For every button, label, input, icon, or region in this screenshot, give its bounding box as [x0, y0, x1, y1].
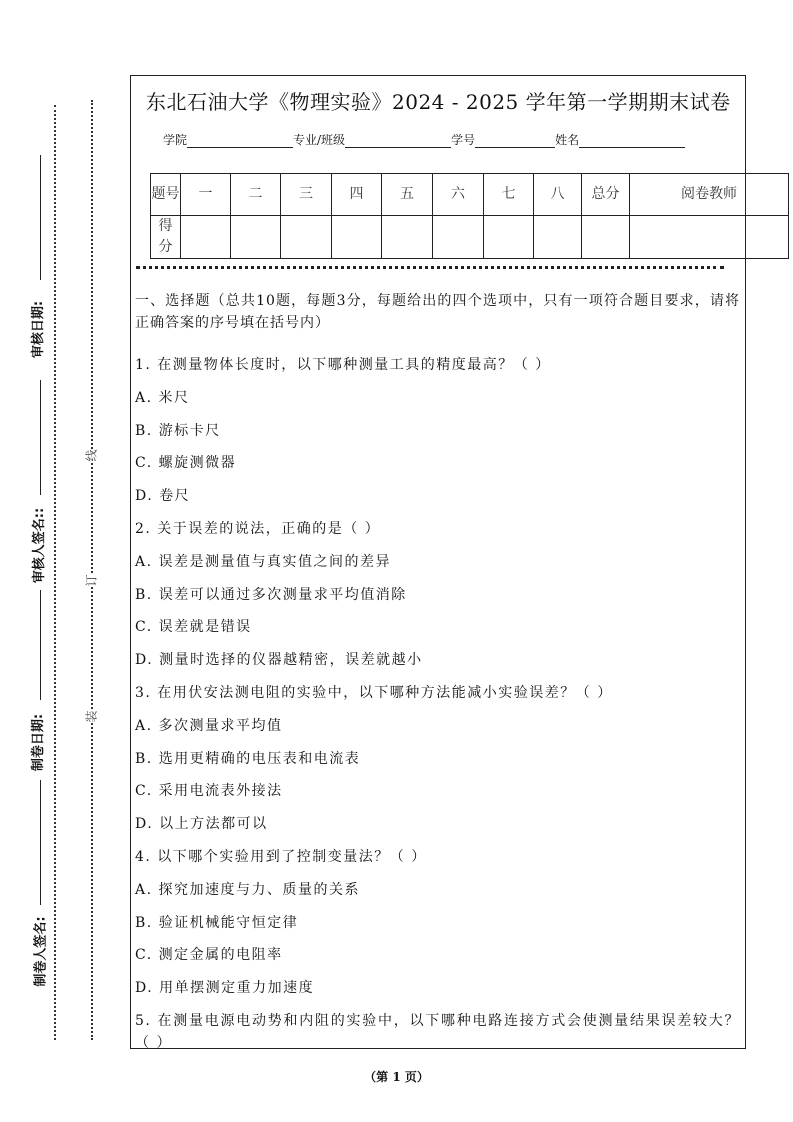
cell-q5: 五 — [382, 174, 433, 216]
paper-date-label: 制卷日期: — [31, 713, 47, 772]
binding-char-line: 线 — [84, 449, 99, 462]
cell-q7: 七 — [484, 174, 534, 216]
score-cell[interactable] — [231, 216, 281, 259]
score-table-header-row — [151, 174, 789, 216]
cell-grader: 阅卷教师 — [630, 174, 789, 216]
answer-option: D. 卷尺 — [135, 488, 191, 505]
score-cell[interactable] — [582, 216, 630, 259]
binding-char-mount: 装 — [84, 710, 99, 723]
page-number: （第 1 页） — [364, 1070, 429, 1084]
question-stem: 4. 以下哪个实验用到了控制变量法？（ ） — [135, 848, 427, 865]
exam-title: 东北石油大学《物理实验》2024 - 2025 学年第一学期期末试卷 — [146, 90, 731, 114]
answer-option: D. 用单摆测定重力加速度 — [135, 980, 315, 997]
college-field[interactable] — [187, 133, 293, 148]
answer-option: B. 游标卡尺 — [135, 422, 221, 439]
signature-line — [40, 590, 41, 700]
dotted-separator — [136, 266, 724, 269]
student-info — [163, 131, 685, 148]
cell-q2: 二 — [231, 174, 281, 216]
binding-char-bind: 订 — [84, 574, 99, 587]
score-cell[interactable] — [534, 216, 582, 259]
score-cell[interactable] — [433, 216, 484, 259]
score-cell[interactable] — [382, 216, 433, 259]
college-label: 学院 — [163, 133, 188, 147]
question-stem: 1. 在测量物体长度时，以下哪种测量工具的精度最高？（ ） — [135, 357, 551, 373]
answer-option: C. 采用电流表外接法 — [135, 783, 283, 800]
answer-option: A. 米尺 — [135, 389, 190, 406]
dotted-line-outer — [54, 105, 56, 1040]
paper-maker-signature-label: 制卷人签名: — [33, 916, 49, 987]
cell-q1: 一 — [181, 174, 231, 216]
question-stem: 2. 关于误差的说法，正确的是（ ） — [135, 520, 381, 537]
answer-option: D. 测量时选择的仪器越精密，误差就越小 — [135, 652, 423, 669]
cell-score-label: 得分 — [151, 216, 181, 259]
answer-option: B. 选用更精确的电压表和电流表 — [135, 750, 361, 767]
answer-option: D. 以上方法都可以 — [135, 816, 268, 833]
score-table — [150, 173, 789, 259]
signature-line — [40, 780, 41, 905]
score-cell[interactable] — [281, 216, 332, 259]
cell-q6: 六 — [433, 174, 484, 216]
cell-q3: 三 — [281, 174, 332, 216]
name-field[interactable] — [579, 133, 685, 148]
reviewer-signature-label: 审核人签名:: — [32, 507, 48, 584]
answer-option: C. 测定金属的电阻率 — [135, 947, 283, 964]
student-id-field[interactable] — [475, 133, 555, 148]
question-stem: 5. 在测量电源电动势和内阻的实验中，以下哪种电路连接方式会使测量结果误差较大？（ ） — [135, 1012, 740, 1051]
answer-option: A. 误差是测量值与真实值之间的差异 — [135, 553, 392, 570]
signature-line — [40, 155, 41, 280]
score-table-score-row — [151, 216, 789, 259]
signature-line — [40, 380, 41, 495]
answer-option: A. 探究加速度与力、质量的关系 — [135, 881, 361, 898]
answer-option: B. 验证机械能守恒定律 — [135, 914, 299, 931]
dotted-line-inner — [91, 100, 93, 1040]
exam-content — [135, 290, 740, 1054]
question-list — [135, 349, 740, 1054]
score-cell[interactable] — [181, 216, 231, 259]
cell-q8: 八 — [534, 174, 582, 216]
score-cell[interactable] — [630, 216, 789, 259]
answer-option: A. 多次测量求平均值 — [135, 717, 283, 734]
answer-option: B. 误差可以通过多次测量求平均值消除 — [135, 586, 407, 603]
name-label: 姓名 — [555, 133, 580, 147]
answer-option: C. 误差就是错误 — [135, 619, 252, 636]
question-stem: 3. 在用伏安法测电阻的实验中，以下哪种方法能减小实验误差？（ ） — [135, 684, 613, 701]
major-class-label: 专业/班级 — [293, 133, 346, 147]
review-date-label: 审核日期: — [31, 300, 47, 359]
major-class-field[interactable] — [345, 133, 451, 148]
cell-total: 总分 — [582, 174, 630, 216]
score-cell[interactable] — [332, 216, 382, 259]
cell-question-no: 题号 — [151, 174, 181, 216]
answer-option: C. 螺旋测微器 — [135, 455, 237, 472]
score-cell[interactable] — [484, 216, 534, 259]
cell-q4: 四 — [332, 174, 382, 216]
section-heading: 一、选择题（总共10题，每题3分，每题给出的四个选项中，只有一项符合题目要求，请将正确答案的序号填在括号内） — [135, 293, 740, 331]
student-id-label: 学号 — [451, 133, 476, 147]
